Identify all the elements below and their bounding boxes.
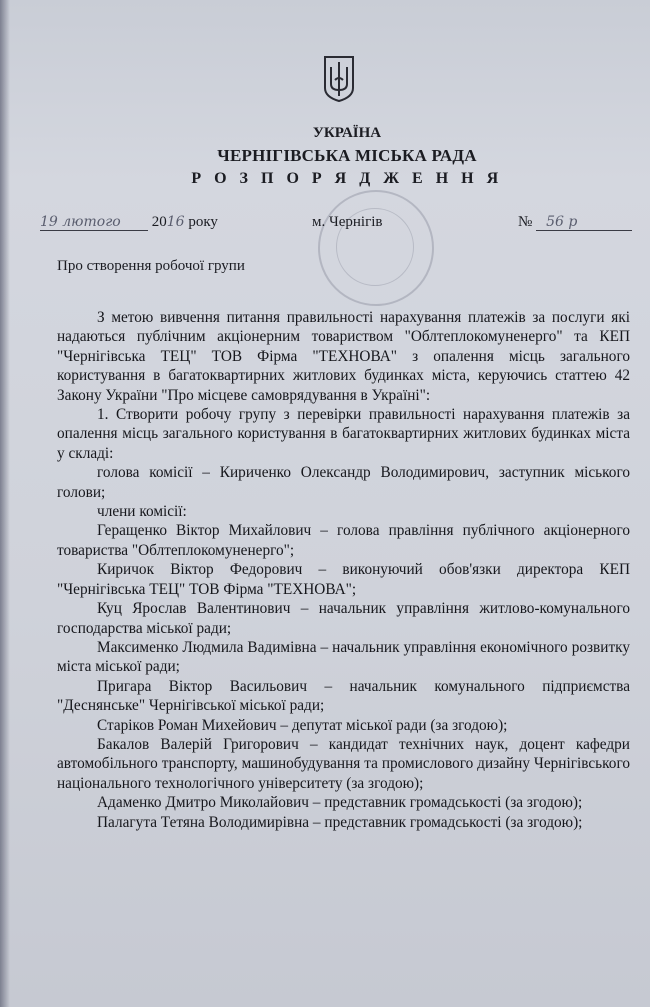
document-subject: Про створення робочої групи [57,258,245,274]
members-label: члени комісії: [97,503,187,521]
member-entry: Пригара Віктор Васильович – начальник комунального підприємства "Деснянське" Чернігівської міської ради; [57,677,630,715]
trident-icon [322,54,356,102]
commission-head: голова комісії – Кириченко Олександр Володимирович, заступник міського голови; [57,464,630,501]
member-entry: Киричок Віктор Федорович – виконуючий обов'язки директора КЕП "Чернігівська ТЕЦ" ТОВ Фірма "ТЕХНОВА"; [57,561,630,598]
council-title: ЧЕРНІГІВСЬКА МІСЬКА РАДА [217,146,477,165]
member-entry: Адаменко Дмитро Миколайович – представник громадськості (за згодою); [97,794,583,812]
document-city: м. Чернігів [312,214,383,230]
handwritten-number: 56 р [536,214,632,231]
member-entry: Максименко Людмила Вадимівна – начальник управління економічного розвитку міста міської ради; [57,638,630,676]
document-type: Р О З П О Р Я Д Ж Е Н Н Я [191,170,503,187]
member-entry: Старіков Роман Михейович – депутат міської ради (за згодою); [97,716,508,734]
document-date [40,214,218,231]
year-prefix: 20 [151,214,167,230]
page-edge-shadow [0,0,10,1007]
handwritten-year: 16 [166,214,185,230]
member-entry: Бакалов Валерій Григорович – кандидат технічних наук, доцент кафедри автомобільного транспорту, машинобудування та промислового дизайну Чернігівського національного технологічного університету (за згодою); [57,735,630,792]
registration-stamp [318,190,434,306]
member-entry: Палагута Тетяна Володимирівна – представник громадськості (за згодою); [97,813,583,831]
document-body [57,308,630,832]
intro-paragraph: З метою вивчення питання правильності нарахування платежів за послуги які надаються публічним акціонерним товариством "Облтеплокомуненерго" та КЕП "Чернігівська ТЕЦ" ТОВ Фірма "ТЕХНОВА" з опалення місць загального користування в багатоквартирних житлових будинках міста, керуючись статтею 42 Закону України "Про місцеве самоврядування в Україні": [57,309,630,404]
document-number [518,214,632,231]
number-label: № [518,214,533,230]
year-suffix: року [184,214,218,230]
handwritten-date: 19 лютого [40,214,148,231]
member-entry: Куц Ярослав Валентинович – начальник управління житлово-комунального господарства міської ради; [57,600,630,637]
country-title: УКРАЇНА [312,125,382,141]
item-1-paragraph: 1. Створити робочу групу з перевірки правильності нарахування платежів за опалення місць загального користування в багатоквартирних житлових будинках міста у складі: [57,406,630,462]
member-entry: Геращенко Віктор Михайлович – голова правління публічного акціонерного товариства "Облтеплокомуненерго"; [57,522,630,559]
